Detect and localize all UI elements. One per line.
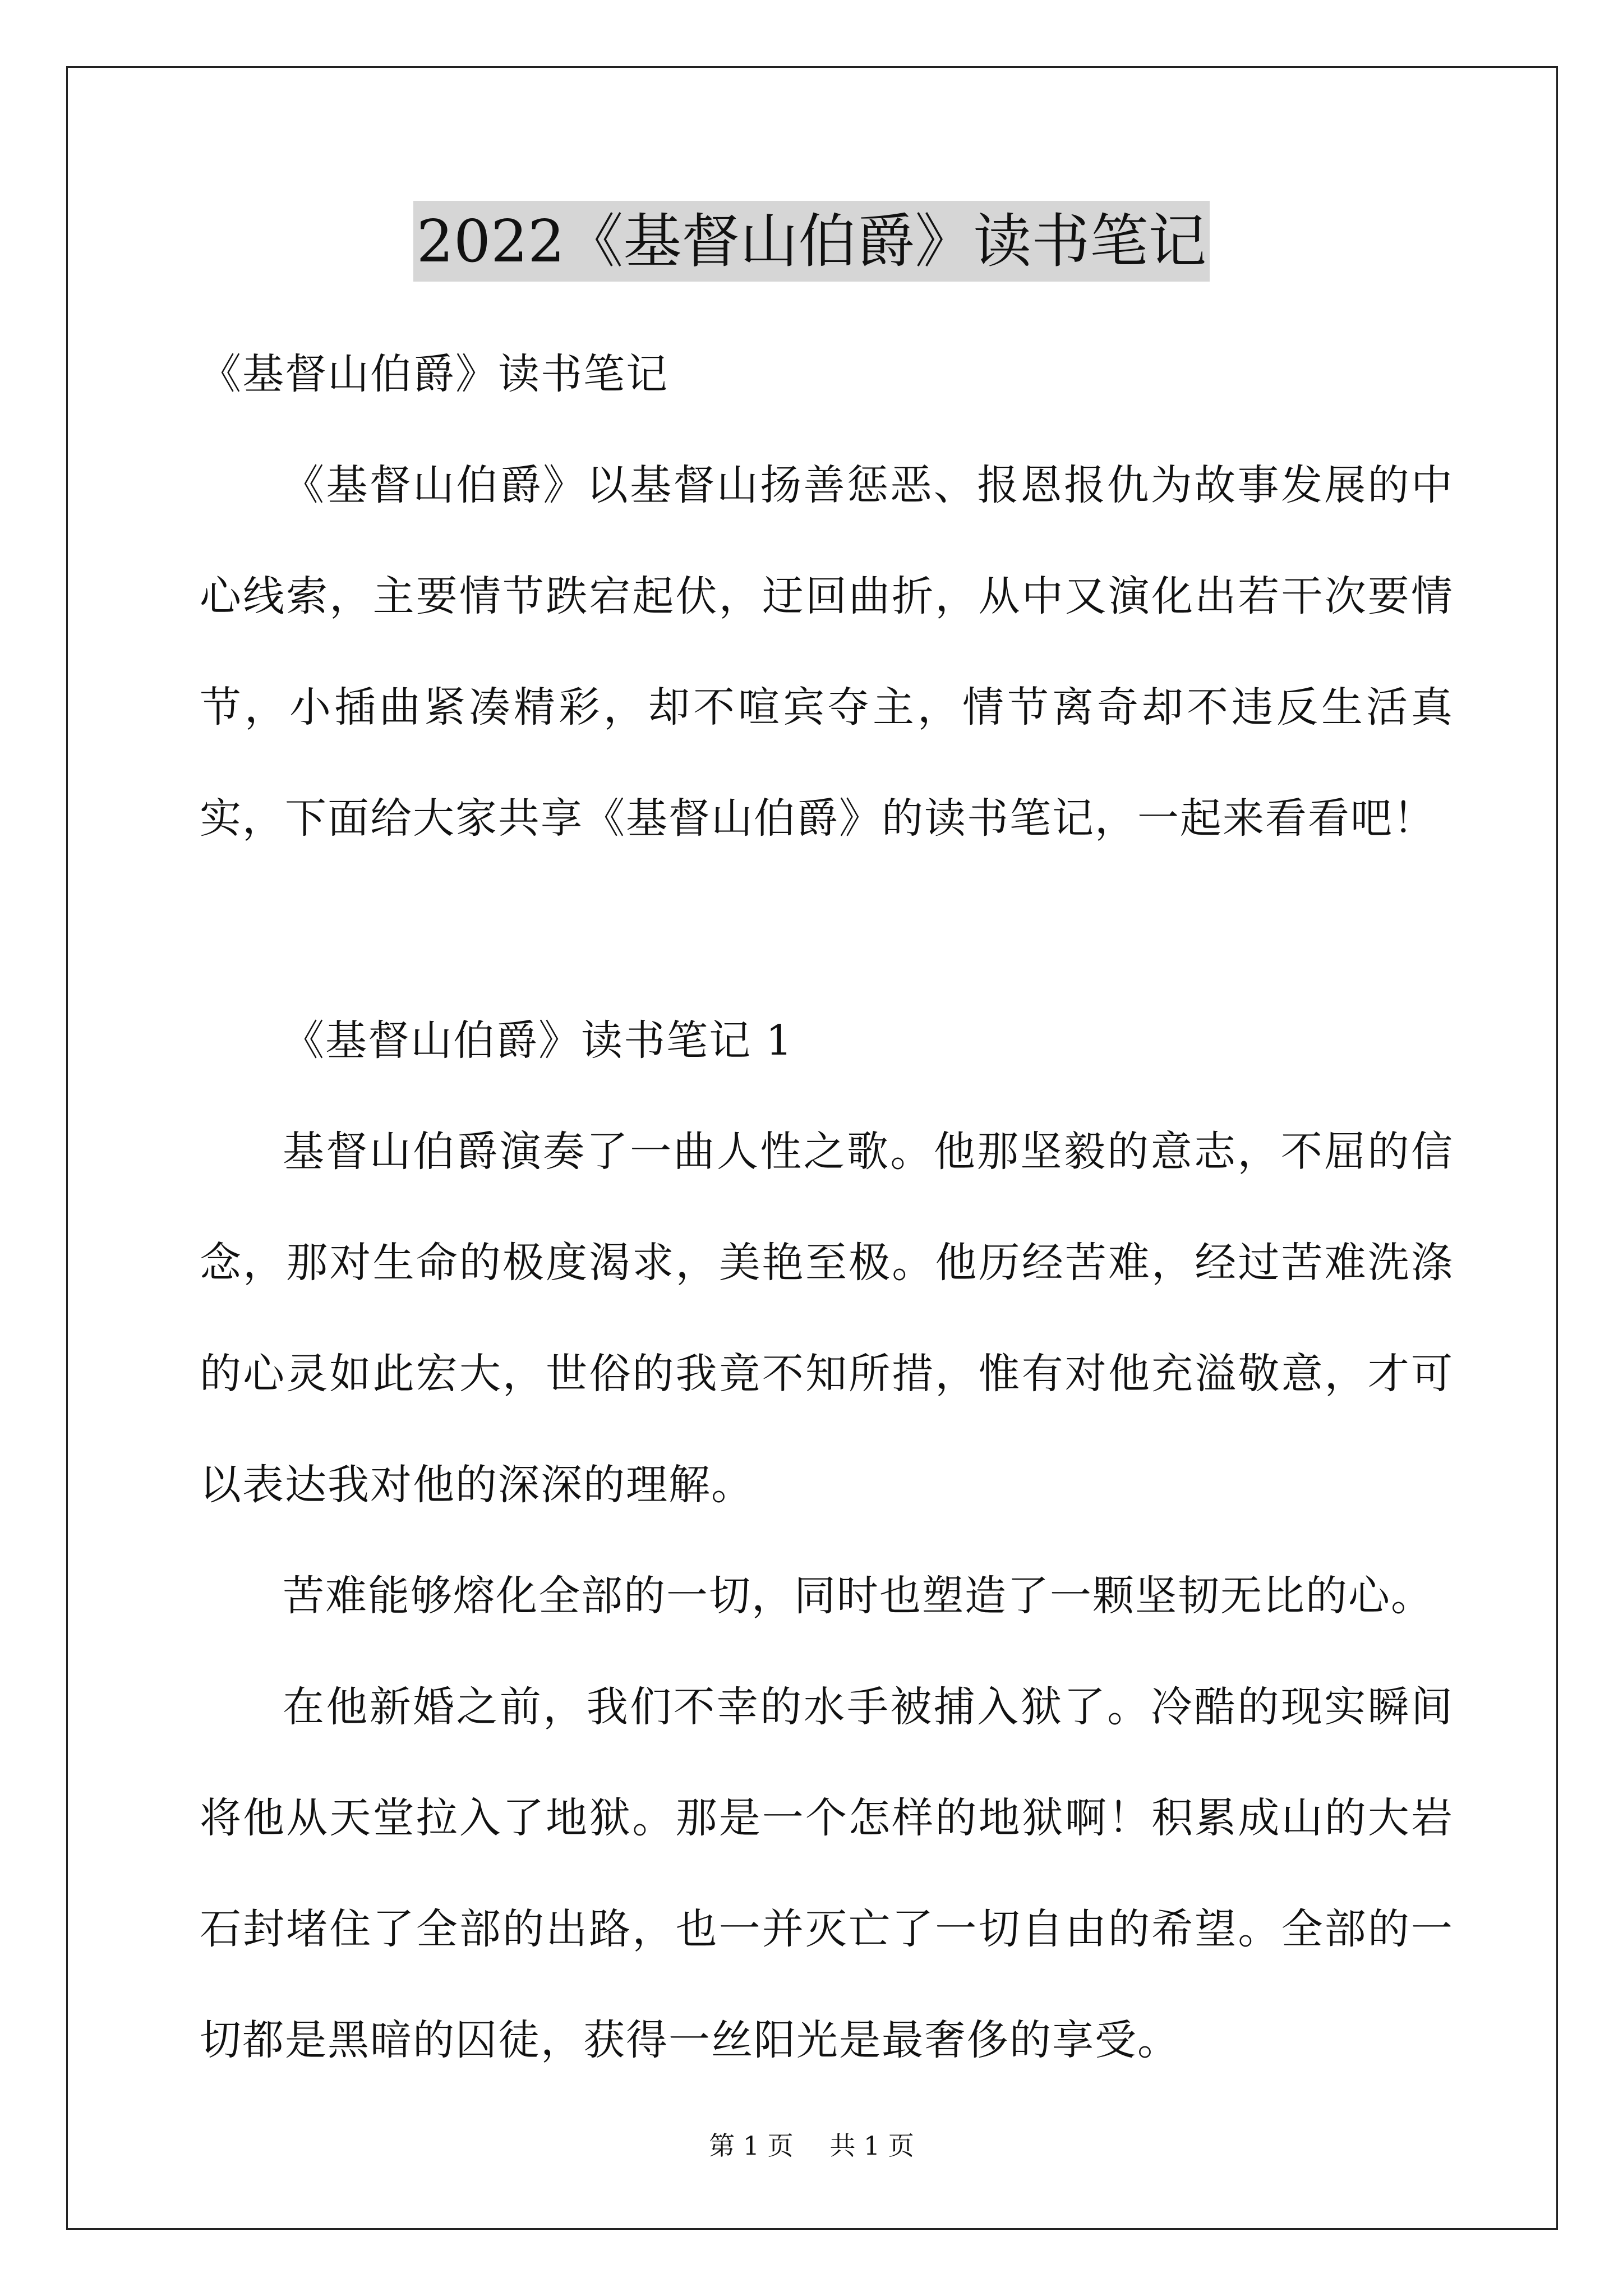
section-heading: 《基督山伯爵》读书笔记 1 bbox=[283, 1016, 794, 1065]
page-number-total: 共 1 页 bbox=[829, 2131, 914, 2161]
intro-paragraph: 《基督山伯爵》以基督山扬善惩恶、报恩报仇为故事发展的中心线索，主要情节跌宕起伏，迂回曲折，从中又演化出若干次要情节，小插曲紧凑精彩，却不喧宾夺主，情节离奇却不违反生活真实，下面给大家共享《基督山伯爵》的读书笔记，一起来看看吧！ bbox=[200, 461, 1454, 843]
body-paragraph: 基督山伯爵演奏了一曲人性之歌。他那坚毅的意志，不屈的信念，那对生命的极度渴求，美艳至极。他历经苦难，经过苦难洗涤的心灵如此宏大，世俗的我竟不知所措，惟有对他充溢敬意，才可以表达我对他的深深的理解。 bbox=[200, 1128, 1454, 1509]
body-paragraph: 苦难能够熔化全部的一切，同时也塑造了一颗坚韧无比的心。 bbox=[283, 1572, 1433, 1620]
document-title: 2022《基督山伯爵》读书笔记 bbox=[413, 201, 1210, 282]
document-body bbox=[200, 319, 1454, 2096]
paragraph-gap bbox=[200, 874, 1454, 985]
document-subtitle: 《基督山伯爵》读书笔记 bbox=[200, 350, 668, 398]
page-number-current: 第 1 页 bbox=[709, 2131, 794, 2161]
page-footer bbox=[0, 2129, 1623, 2162]
body-paragraph: 在他新婚之前，我们不幸的水手被捕入狱了。冷酷的现实瞬间将他从天堂拉入了地狱。那是一个怎样的地狱啊！积累成山的大岩石封堵住了全部的出路，也一并灭亡了一切自由的希望。全部的一切都是黑暗的囚徒，获得一丝阳光是最奢侈的享受。 bbox=[200, 1683, 1454, 2064]
title-container bbox=[0, 201, 1623, 282]
